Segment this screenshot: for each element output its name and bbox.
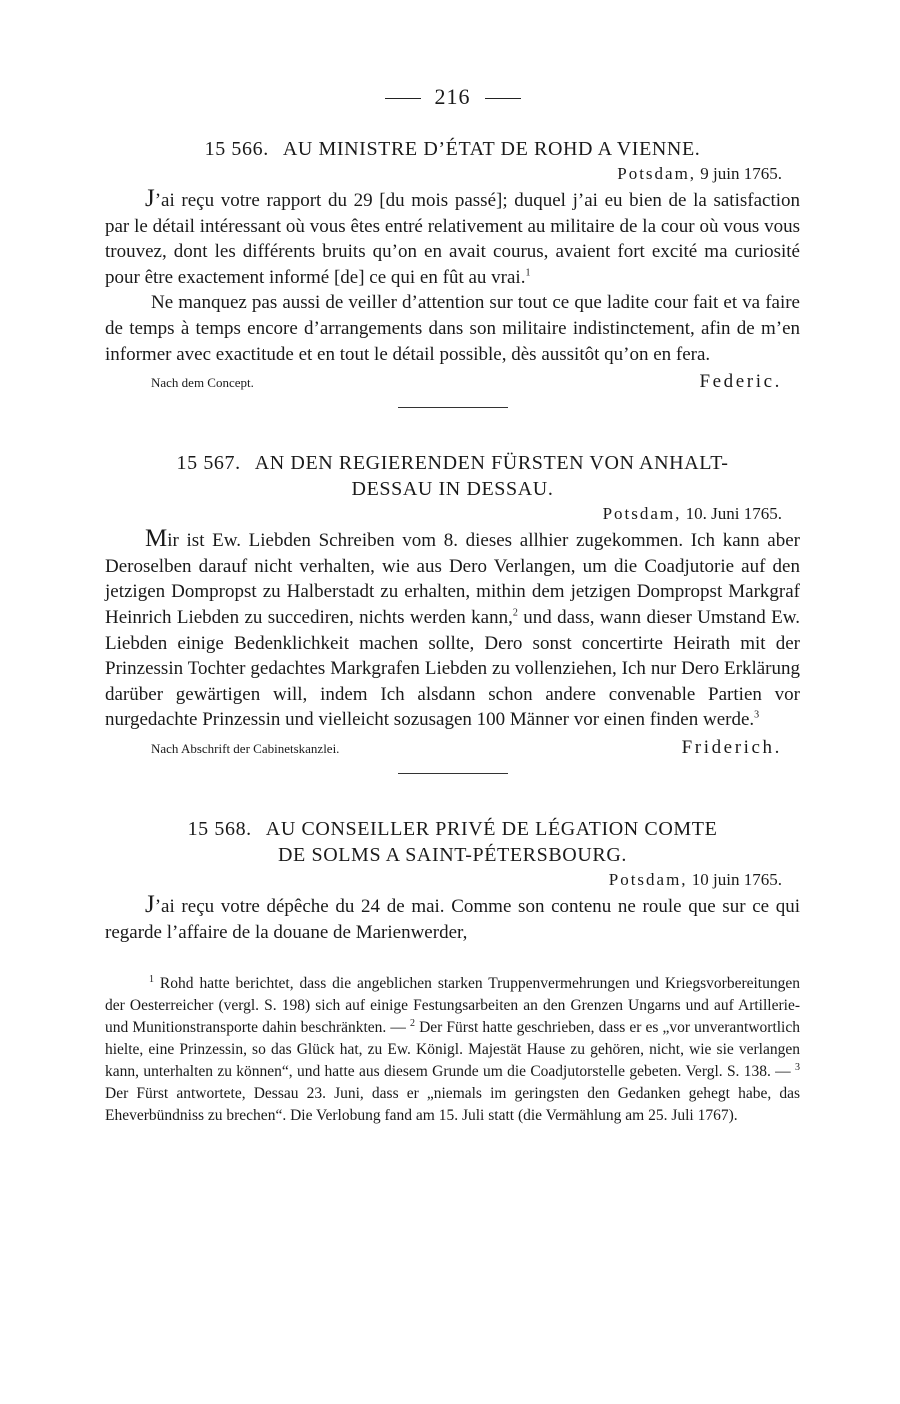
- section-divider: [398, 407, 508, 408]
- header-dash-right: [485, 98, 521, 99]
- dateline: [105, 164, 782, 184]
- letter-15567: [105, 450, 800, 774]
- footnote-ref: 3: [754, 709, 760, 721]
- letter-title-line2: DESSAU IN DESSAU.: [351, 478, 554, 501]
- header-dash-left: [385, 98, 421, 99]
- body-paragraph: J’ai reçu votre rapport du 29 [du mois passé]; duquel j’ai eu bien de la satisfaction par le détail intéressant où vous êtes entré relativement au militaire de la cour où vous vous trouvez, dont les différents bruits qu’on en avait courus, avaient fort excité ma curiosité pour être exactement informé [de] ce qui en fût au vrai.$^1$: [105, 185, 800, 288]
- footnote-3: Der Fürst antwortete, Dessau 23. Juni, dass er „niemals im geringsten den Gedanken gehegt habe, das Eheverbündniss zu brechen“. Die Verlobung fand am 15. Juli statt (die Vermählung am 25. Juli 1767).: [105, 1085, 800, 1125]
- section-divider: [398, 773, 508, 774]
- footnote-mark: 1: [149, 973, 154, 985]
- signature: Federic.: [699, 371, 782, 393]
- initial-letter: M: [145, 525, 168, 553]
- dateline: [105, 504, 782, 524]
- letter-heading: [105, 816, 800, 868]
- letter-title: AU CONSEILLER PRIVÉ DE LÉGATION COMTE: [265, 817, 718, 840]
- date: 9 juin 1765.: [700, 164, 782, 183]
- page: [105, 84, 800, 1127]
- letter-number: 15 568.: [187, 817, 252, 840]
- place: Potsdam,: [602, 504, 682, 524]
- footnote-ref: 2: [512, 607, 518, 619]
- letter-heading: [105, 450, 800, 502]
- dateline: [105, 870, 782, 890]
- place: Potsdam,: [617, 164, 697, 183]
- initial-letter: J: [145, 890, 155, 918]
- signature-line: [105, 371, 800, 393]
- page-number: 216: [434, 84, 471, 109]
- footnote-mark: 2: [410, 1017, 415, 1029]
- date: 10. Juni 1765.: [685, 504, 782, 524]
- footnote-2: Der Fürst hatte geschrieben, dass er es „vor unverantwortlich hielte, eine Prinzessin, so das Glück hat, zu Ew. Königl. Majestät Hause zu gehören, nicht, wie sie verlangen kann, unterhalten zu können“, und hatte aus diesem Grunde um die Coadjutorstelle gebeten. Vergl. S. 138. —: [105, 1019, 800, 1081]
- signature: Friderich.: [681, 736, 782, 758]
- source-note: Nach dem Concept.: [151, 375, 254, 391]
- letter-heading: [105, 136, 800, 162]
- letter-number: 15 566.: [204, 138, 269, 160]
- footnote-1: Rohd hatte berichtet, dass die angeblichen starken Truppenvermehrungen und Kriegsvorbereitungen der Oesterreicher (vergl. S. 198) sich auf einige Festungsarbeiten an den Grenzen Ungarns und auf Artillerie- und Munitionstransporte dahin beschränkten. —: [105, 975, 800, 1037]
- source-note: Nach Abschrift der Cabinetskanzlei.: [151, 740, 340, 756]
- footnote-ref: 1: [525, 267, 531, 279]
- body-paragraph: Mir ist Ew. Liebden Schreiben vom 8. dieses allhier zugekommen. Ich kann aber Deroselben darauf nicht verhalten, wie aus Dero Verlangen, um die Coadjutorie auf den jetzigen Dompropst zu Halberstadt zu erhalten, mithin dem jetzigen Dompropst Markgraf Heinrich Liebden zu succediren, nichts werden kann,$^2$ und dass, wann dieser Umstand Ew. Liebden einige Bedenklichkeit machen sollte, Dero sonst concertirte Heirath mit der Prinzessin Tochter gedachtes Markgrafen Liebden zu vollenziehen, Ich nur Dero Erklärung darüber gewärtigen will, indem Ich alsdann schon andere convenable Partien vor nurgedachte Prinzessin und vielleicht sozusagen 100 Männer vor einen finden werde.$^3$: [105, 525, 800, 731]
- date: 10 juin 1765.: [691, 869, 782, 889]
- initial-letter: J: [145, 185, 155, 212]
- letter-15568: [105, 816, 800, 945]
- body-paragraph: Ne manquez pas aussi de veiller d’attention sur tout ce que ladite cour fait et va faire de temps à temps encore d’arrangements dans son militaire indistinctement, afin de m’en informer avec exactitude et en tout le détail possible, dès aussitôt qu’on en fera.: [105, 292, 800, 365]
- body-paragraph: J’ai reçu votre dépêche du 24 de mai. Comme son contenu ne roule que sur ce qui regarde l’affaire de la douane de Marienwerder,: [105, 890, 800, 943]
- footnotes: [105, 973, 800, 1127]
- footnote-mark: 3: [795, 1061, 800, 1073]
- letter-title: AN DEN REGIERENDEN FÜRSTEN VON ANHALT-: [254, 452, 729, 475]
- place: Potsdam,: [608, 869, 688, 889]
- page-header: [105, 84, 800, 110]
- letter-title-line2: DE SOLMS A SAINT-PÉTERSBOURG.: [278, 843, 627, 866]
- letter-number: 15 567.: [176, 452, 241, 475]
- signature-line: [105, 737, 800, 759]
- letter-title: AU MINISTRE D’ÉTAT DE ROHD A VIENNE.: [282, 138, 701, 160]
- letter-15566: [105, 136, 800, 408]
